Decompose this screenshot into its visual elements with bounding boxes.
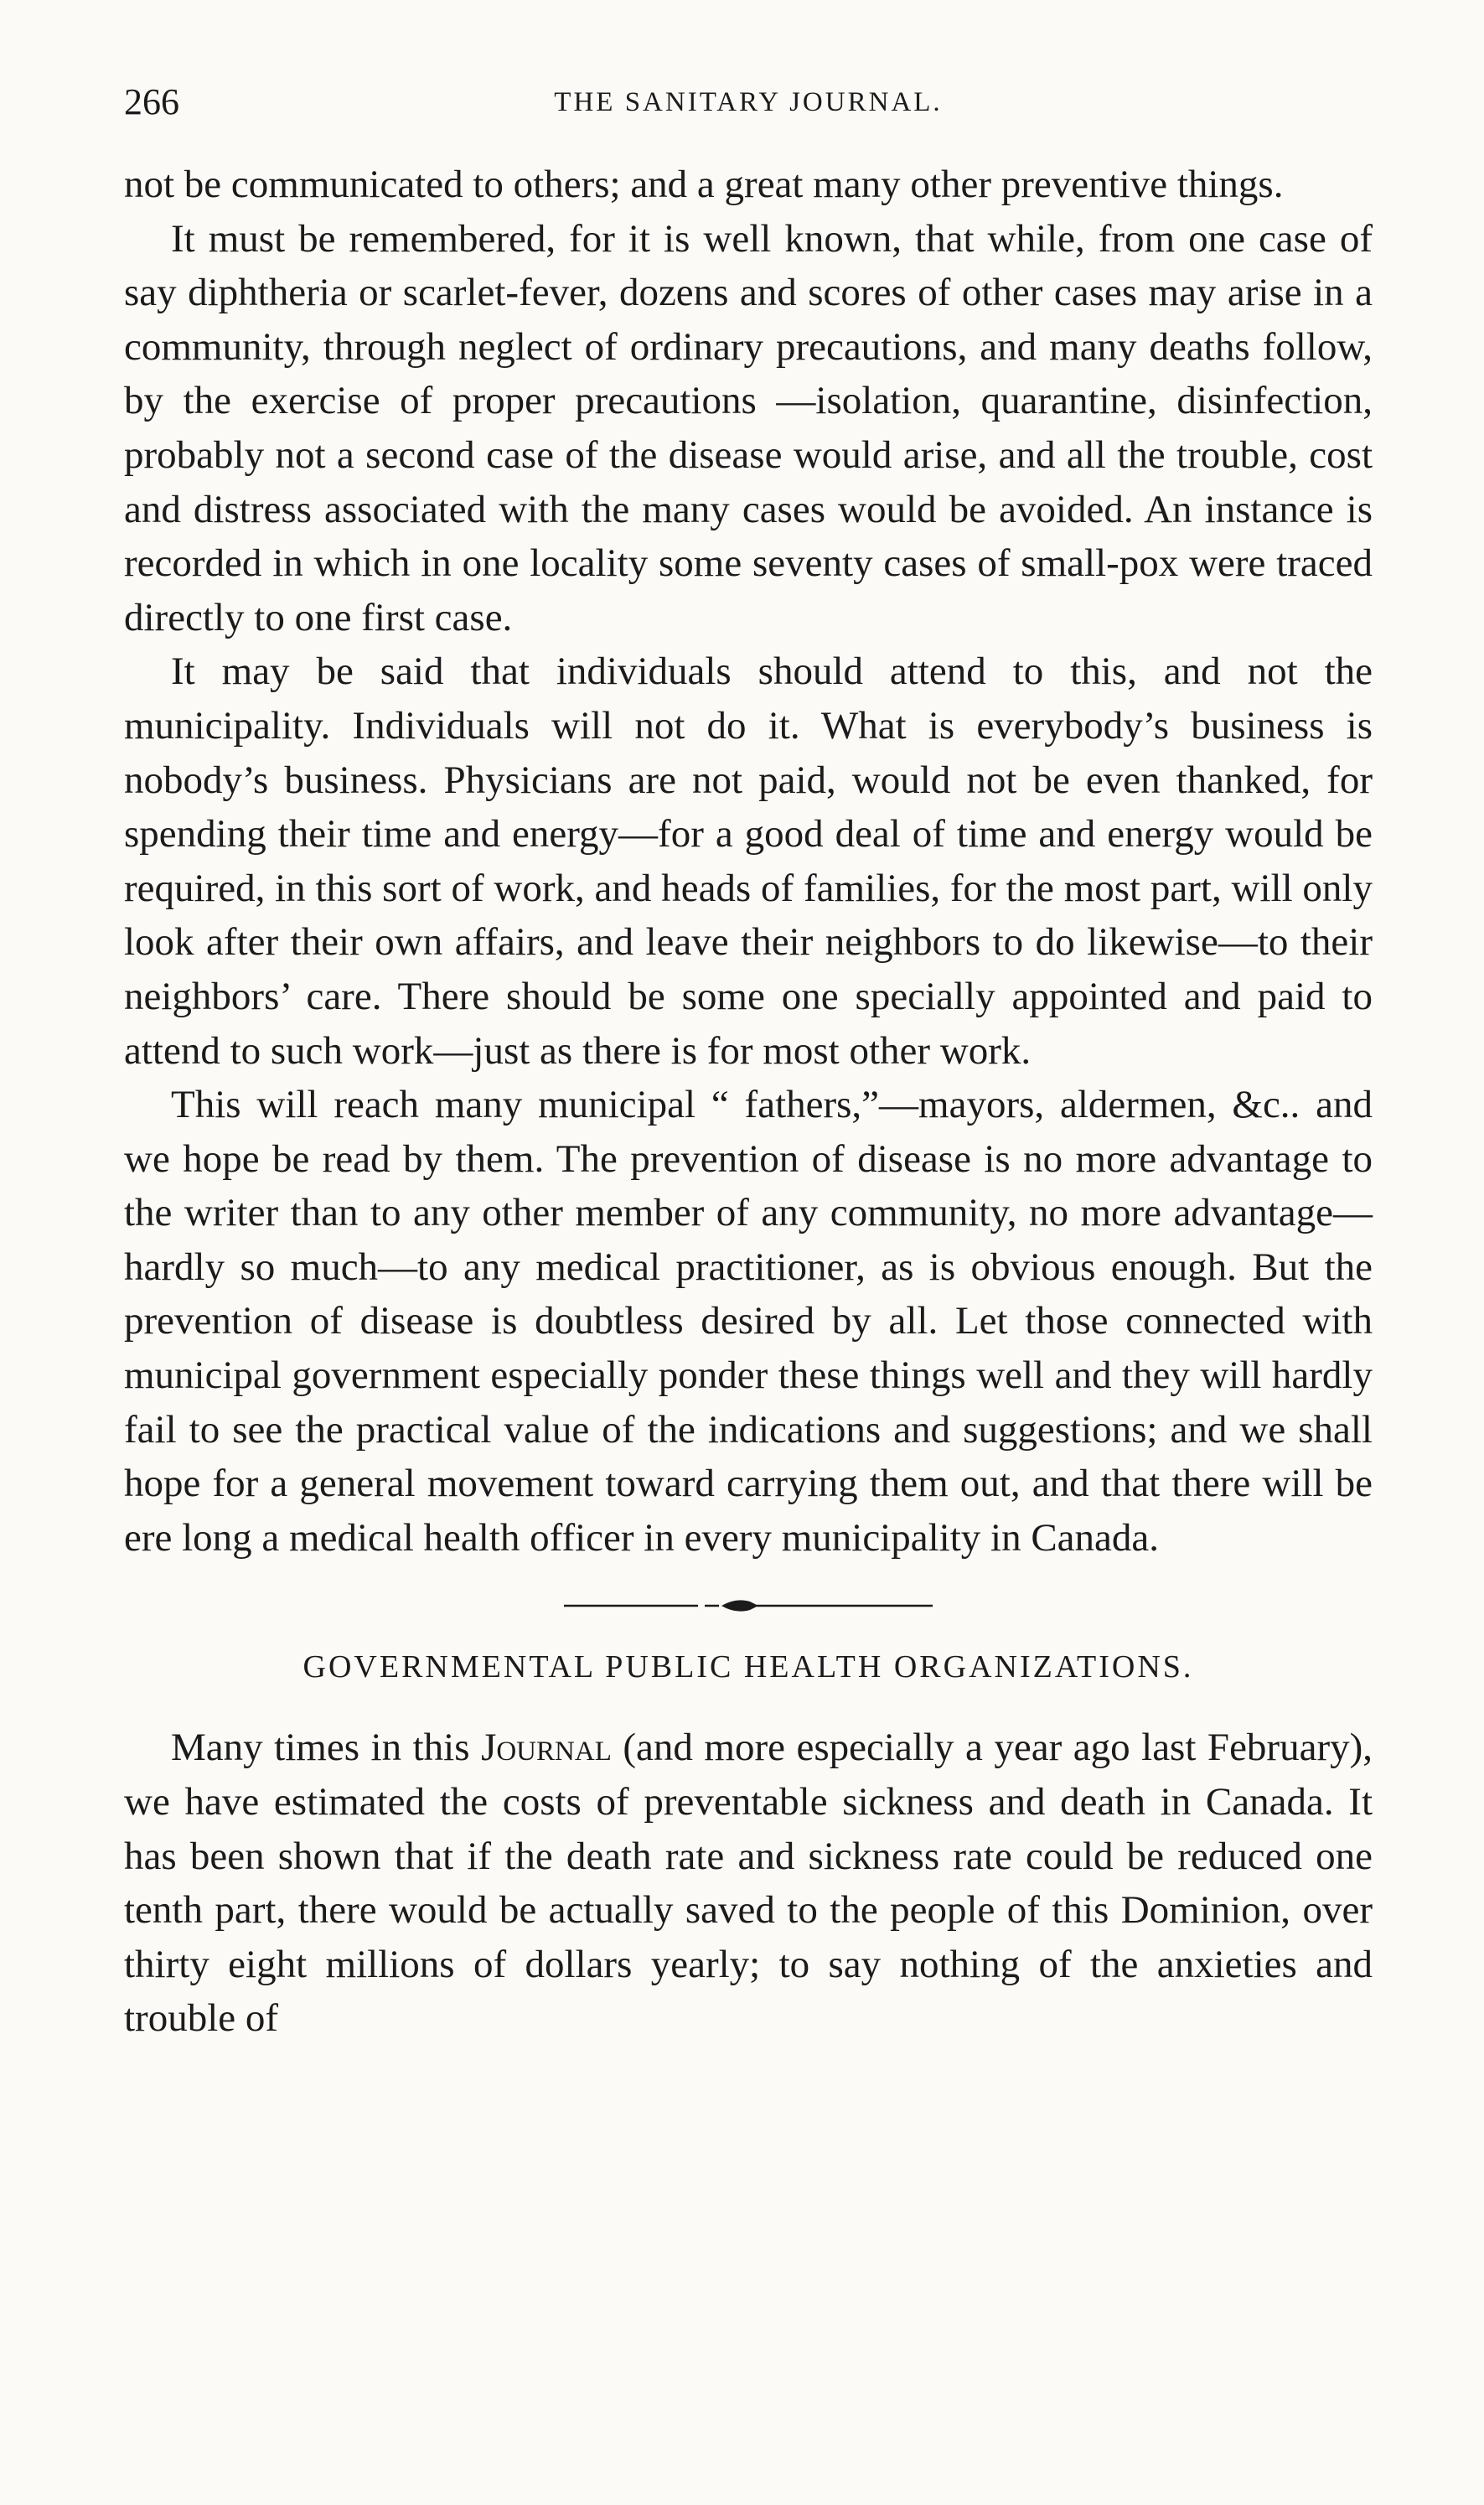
page-number: 266 — [124, 81, 179, 122]
paragraph-continued: not be communicated to others; and a great many other preventive things. — [124, 163, 1284, 206]
section-divider-ornament — [564, 1593, 933, 1618]
section-body-start: Many times in this — [171, 1726, 482, 1770]
page-header — [124, 77, 1373, 127]
paragraph-section-body — [124, 1721, 1373, 2046]
section-body-rest: (and more especially a year ago last February), we have estimated the costs of preventable sickness and death in Canada. It has been shown that if the death rate and sickness rate could be reduced one tenth part, there would be actually saved to the people of this Dominion, over thirty eight millions of dollars yearly; to say nothing of the anxieties and trouble of — [124, 1726, 1373, 2041]
journal-word: Journal — [481, 1726, 612, 1770]
paragraph-precautions: It must be remembered, for it is well known, that while, from one case of say diphtheria or scarlet-fever, dozens and scores of other cases may arise in a community, through neglect of ordinary precautions, and many deaths follow, by the exercise of proper precautions —isolation, quarantine, disinfection, probably not a second case of the disease would arise, and all the trouble, cost and distress associated with the many cases would be avoided. An instance is recorded in which in one locality some seventy cases of small-pox were traced directly to one first case. — [124, 216, 1373, 639]
paragraph-individuals: It may be said that individuals should attend to this, and not the municipality. Individuals will not do it. What is everybody’s business is nobody’s business. Physicians are not paid, would not be even thanked, for spending their time and energy—for a good deal of time and energy would be required, in this sort of work, and heads of families, for the most part, will only look after their own affairs, and leave their neighbors to do likewise—to their neighbors’ care. There should be some one specially appointed and paid to attend to such work—just as there is for most other work. — [124, 650, 1373, 1073]
running-head: THE SANITARY JOURNAL. — [554, 87, 943, 117]
section-title: GOVERNMENTAL PUBLIC HEALTH ORGANIZATIONS. — [302, 1649, 1194, 1685]
paragraph-municipal-fathers: This will reach many municipal “ fathers,”—mayors, aldermen, &c.. and we hope be read by them. The prevention of disease is no more advantage to the writer than to any other member of any community, no more advantage—hardly so much—to any medical practitioner, as is obvious enough. But the prevention of disease is doubtless desired by all. Let those connected with municipal government especially ponder these things well and they will hardly fail to see the practical value of the indications and suggestions; and we shall hope for a general movement toward carrying them out, and that there will be ere long a medical health officer in every municipality in Canada. — [124, 1083, 1373, 1560]
page — [124, 77, 1373, 2046]
